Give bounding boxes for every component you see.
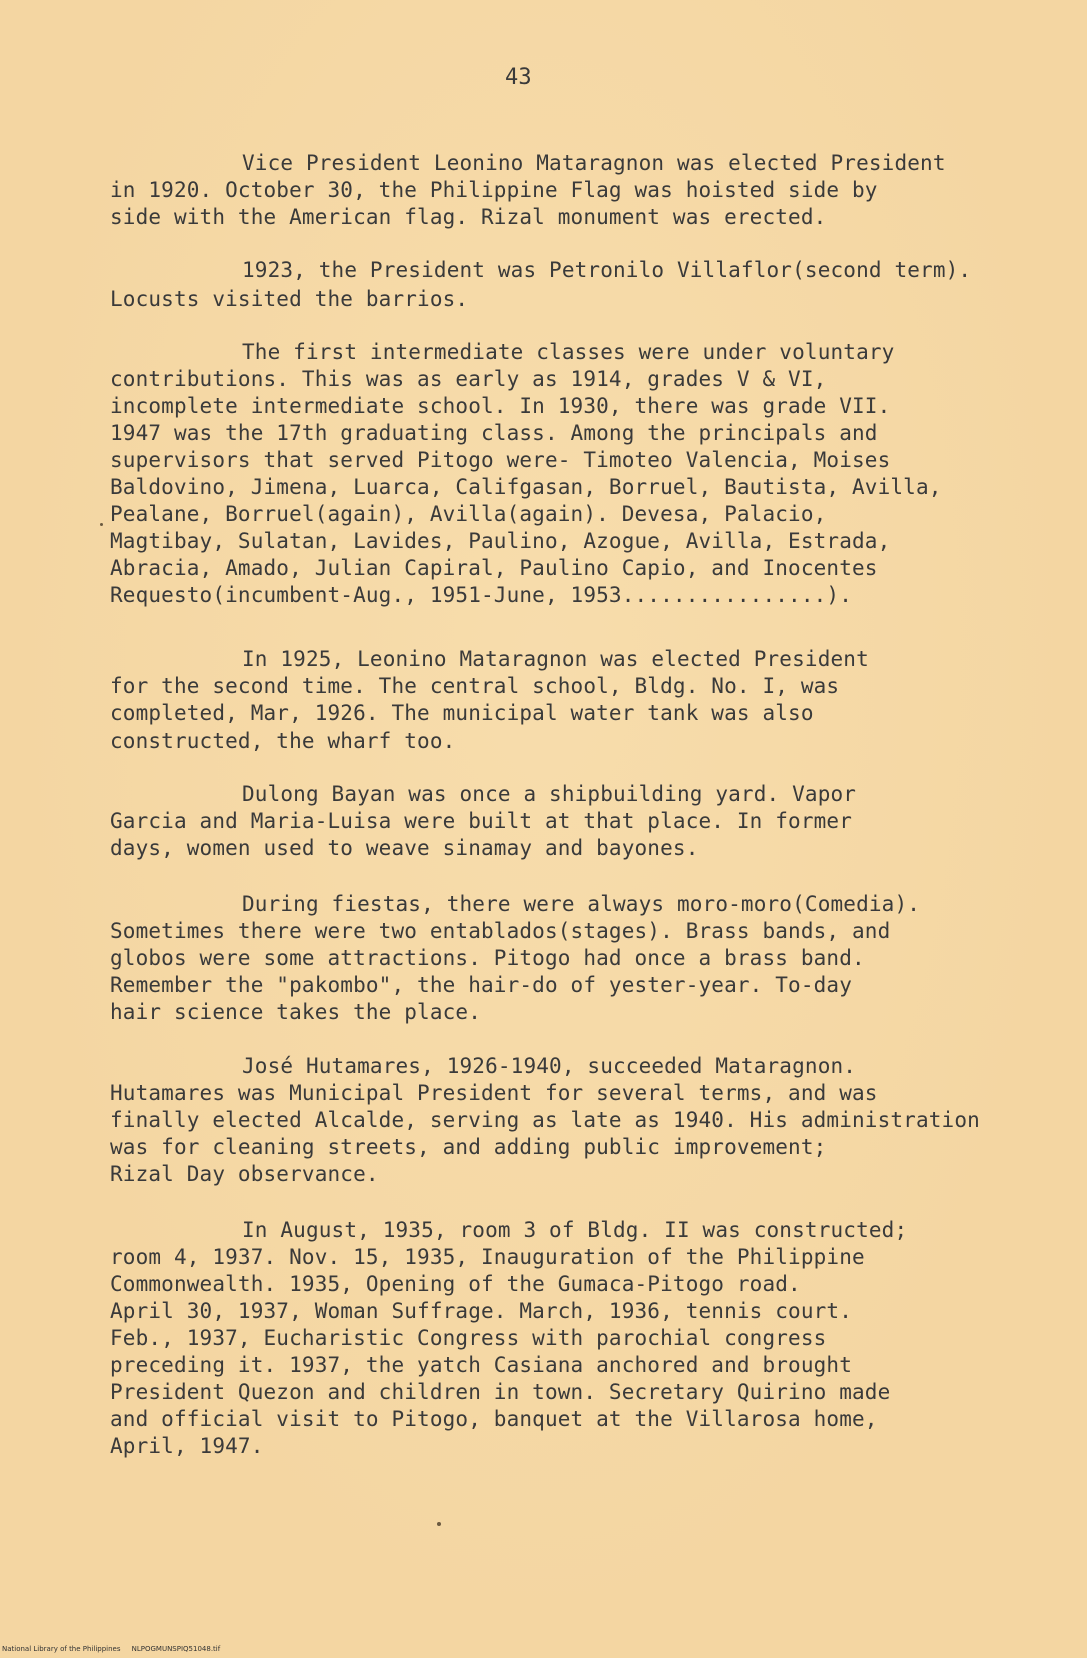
text-line: The first intermediate classes were under voluntary xyxy=(242,340,895,364)
text-line: In 1925, Leonino Mataragnon was elected President xyxy=(242,647,869,671)
text-line: days, women used to weave sinamay and bayones. xyxy=(110,836,699,860)
text-line: constructed, the wharf too. xyxy=(110,729,456,753)
text-line: Magtibay, Sulatan, Lavides, Paulino, Azogue, Avilla, Estrada, xyxy=(110,529,891,553)
text-line: Rizal Day observance. xyxy=(110,1162,379,1186)
text-line: finally elected Alcalde, serving as late as 1940. His administration xyxy=(110,1108,980,1132)
speck xyxy=(437,1522,441,1526)
speck xyxy=(100,523,103,526)
text-line: supervisors that served Pitogo were- Timoteo Valencia, Moises xyxy=(110,448,891,472)
text-line: contributions. This was as early as 1914, grades V & VI, xyxy=(110,367,827,391)
text-line: Vice President Leonino Mataragnon was elected President xyxy=(242,151,946,175)
text-line: completed, Mar, 1926. The municipal water tank was also xyxy=(110,701,814,725)
text-line: April 30, 1937, Woman Suffrage. March, 1936, tennis court. xyxy=(110,1299,852,1323)
footer-caption: National Library of the Philippines NLPOGMUNSPIQ51048.tif xyxy=(2,1645,221,1653)
text-line: preceding it. 1937, the yatch Casiana anchored and brought xyxy=(110,1353,852,1377)
text-line: Sometimes there were two entablados(stages). Brass bands, and xyxy=(110,919,891,943)
text-line: In August, 1935, room 3 of Bldg. II was constructed; xyxy=(242,1218,908,1242)
text-line: Commonwealth. 1935, Opening of the Gumaca-Pitogo road. xyxy=(110,1272,801,1296)
text-line: 1947 was the 17th graduating class. Among the principals and xyxy=(110,421,878,445)
text-line: room 4, 1937. Nov. 15, 1935, Inauguration of the Philippine xyxy=(110,1245,865,1269)
text-line: Feb., 1937, Eucharistic Congress with parochial congress xyxy=(110,1326,827,1350)
text-line: April, 1947. xyxy=(110,1434,264,1458)
text-line: President Quezon and children in town. Secretary Quirino made xyxy=(110,1380,891,1404)
text-line: Locusts visited the barrios. xyxy=(110,287,469,311)
text-line: for the second time. The central school, Bldg. No. I, was xyxy=(110,674,840,698)
text-line: and official visit to Pitogo, banquet at the Villarosa home, xyxy=(110,1407,878,1431)
text-line: Remember the "pakombo", the hair-do of yester-year. To-day xyxy=(110,973,852,997)
text-line: side with the American flag. Rizal monument was erected. xyxy=(110,205,827,229)
text-line: During fiestas, there were always moro-moro(Comedia). xyxy=(242,892,921,916)
text-line: Abracia, Amado, Julian Capiral, Paulino Capio, and Inocentes xyxy=(110,556,878,580)
text-line: incomplete intermediate school. In 1930, there was grade VII. xyxy=(110,394,891,418)
text-line: Dulong Bayan was once a shipbuilding yard. Vapor xyxy=(242,782,857,806)
page-number: 43 xyxy=(505,65,532,90)
text-line: hair science takes the place. xyxy=(110,1000,481,1024)
text-line: Hutamares was Municipal President for several terms, and was xyxy=(110,1081,878,1105)
text-line: Pealane, Borruel(again), Avilla(again). Devesa, Palacio, xyxy=(110,502,827,526)
text-line: 1923, the President was Petronilo Villaflor(second term). xyxy=(242,258,972,282)
text-line: José Hutamares, 1926-1940, succeeded Mataragnon. xyxy=(242,1054,857,1078)
text-line: Garcia and Maria-Luisa were built at that place. In former xyxy=(110,809,852,833)
text-line: globos were some attractions. Pitogo had once a brass band. xyxy=(110,946,865,970)
text-line: Requesto(incumbent-Aug., 1951-June, 1953................). xyxy=(110,583,852,607)
text-line: in 1920. October 30, the Philippine Flag was hoisted side by xyxy=(110,178,878,202)
text-line: Baldovino, Jimena, Luarca, Califgasan, Borruel, Bautista, Avilla, xyxy=(110,475,942,499)
text-line: was for cleaning streets, and adding public improvement; xyxy=(110,1135,827,1159)
